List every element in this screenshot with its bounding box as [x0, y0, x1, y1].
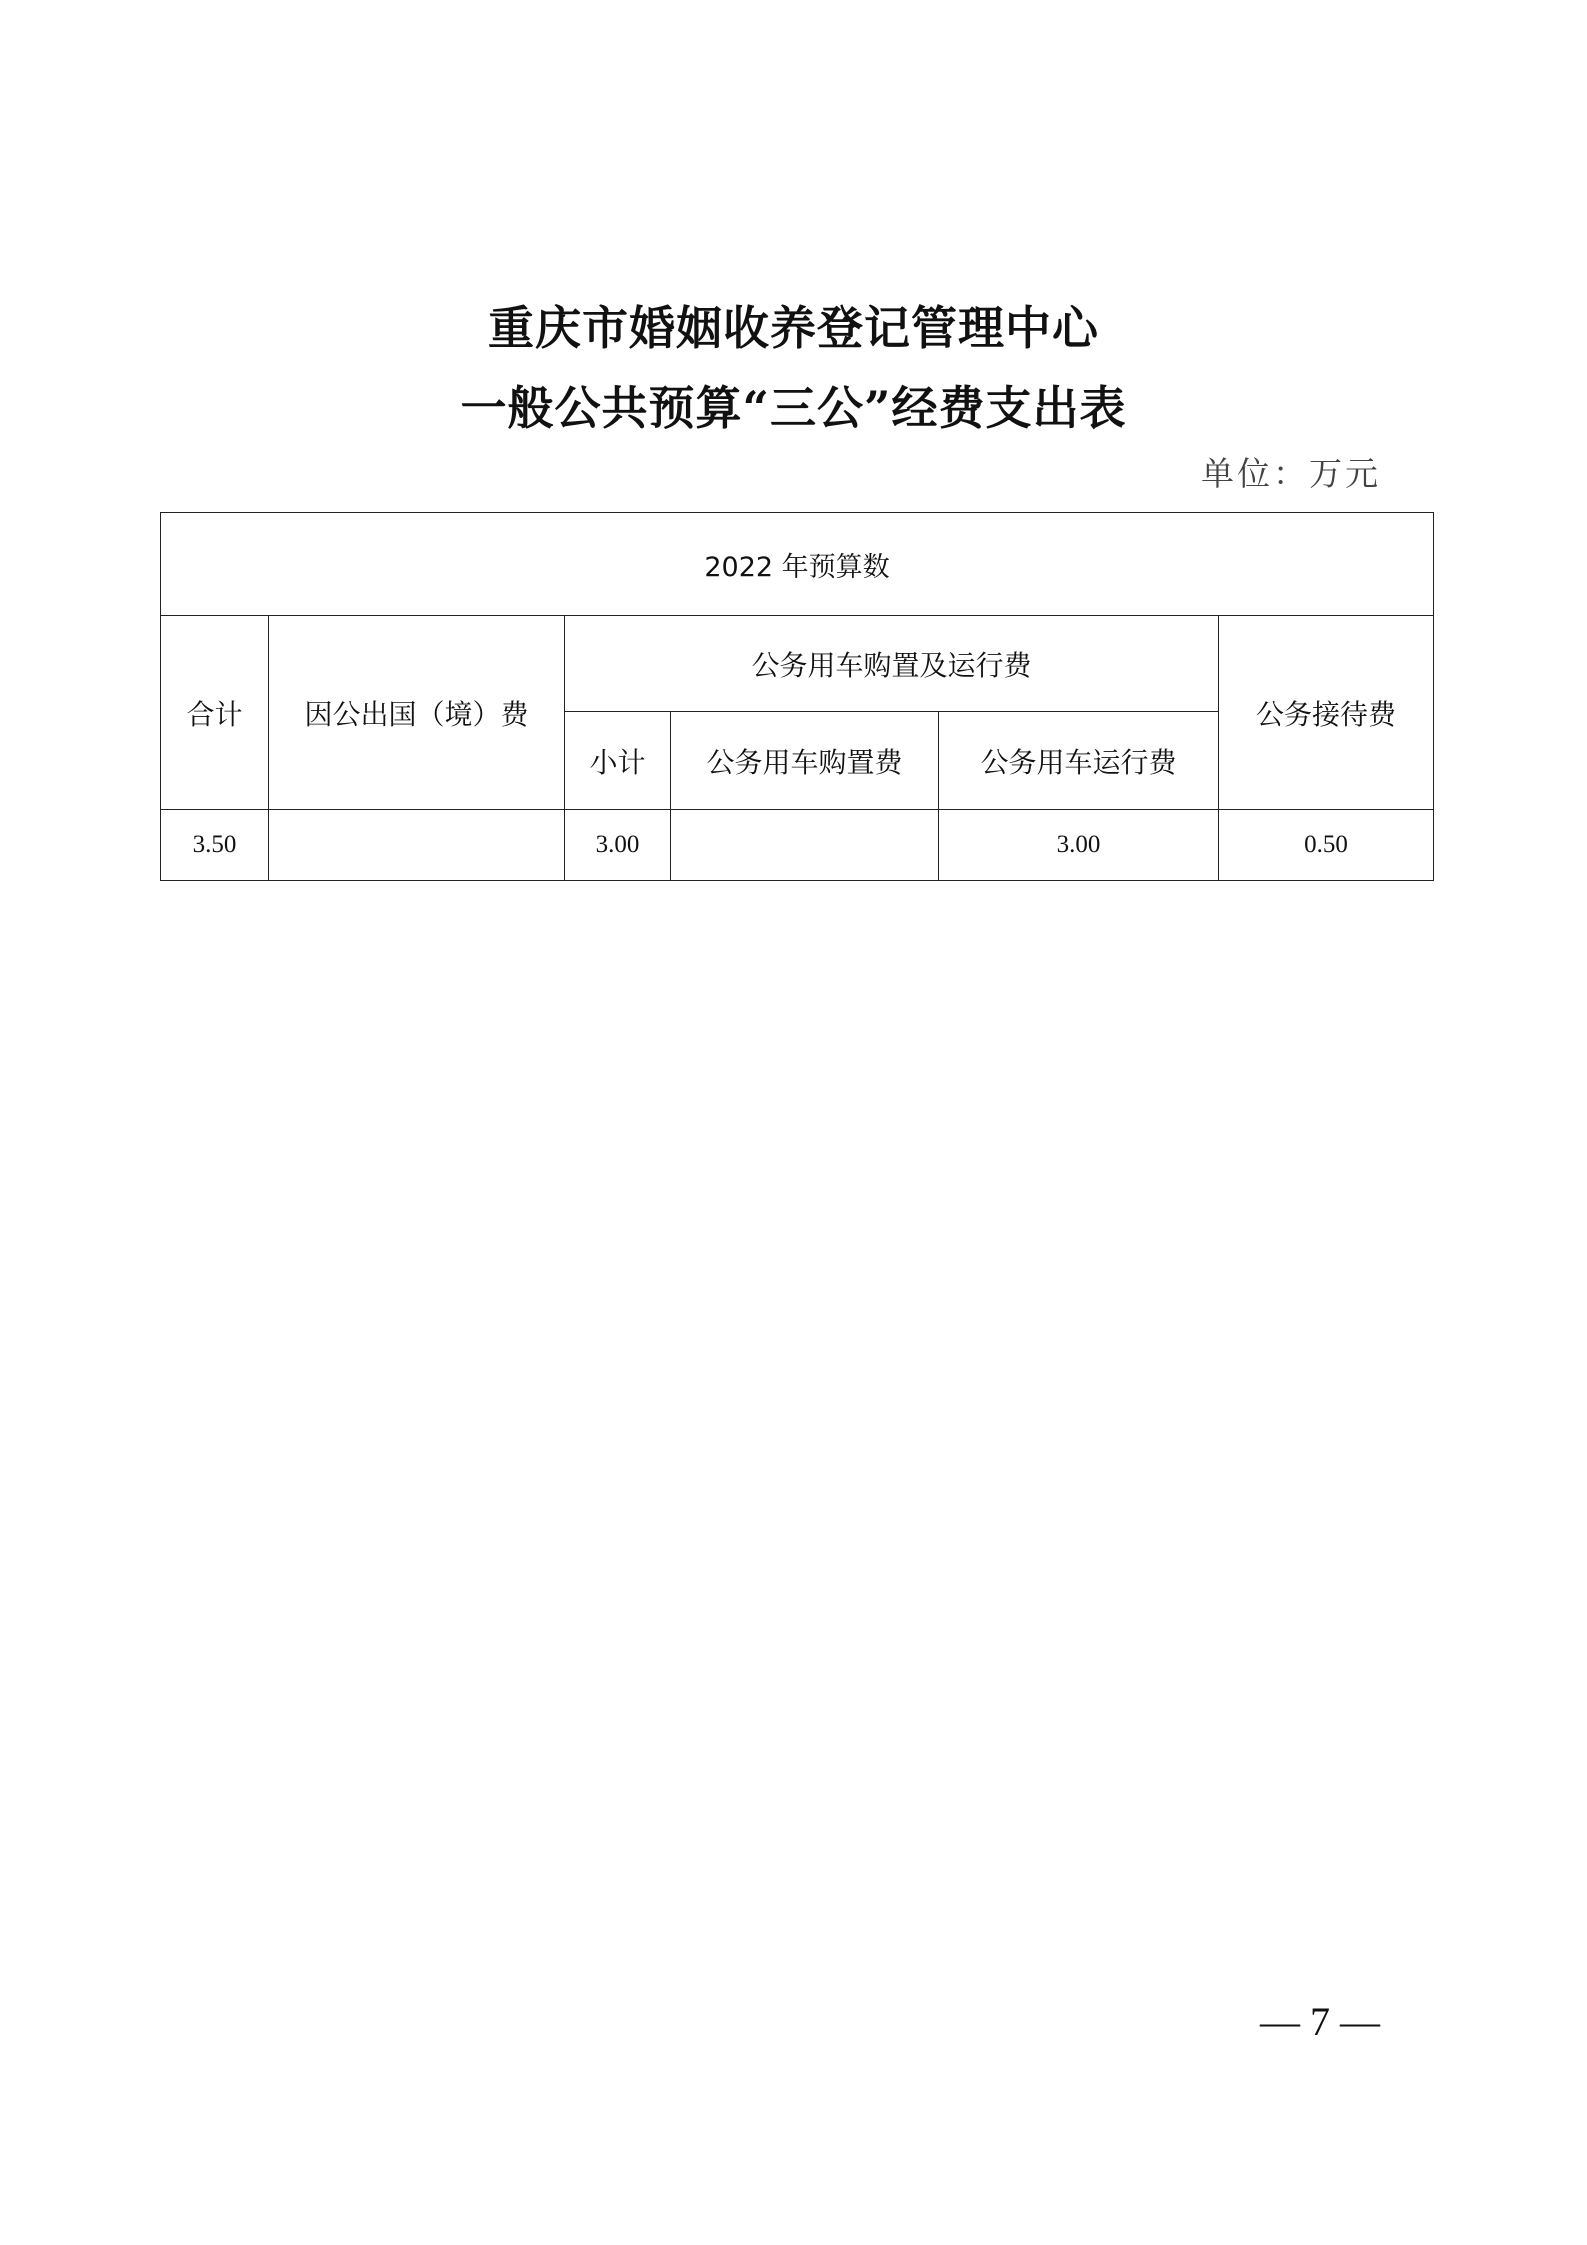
cell-vehicle-purchase [671, 810, 939, 881]
table-row [161, 810, 1434, 881]
cell-vehicle-subtotal: 3.00 [565, 810, 671, 881]
header-vehicle-purchase: 公务用车购置费 [671, 712, 939, 810]
cell-overseas [269, 810, 565, 881]
cell-total: 3.50 [161, 810, 269, 881]
cell-vehicle-operation: 3.00 [939, 810, 1219, 881]
header-vehicle-group: 公务用车购置及运行费 [565, 616, 1219, 712]
header-total: 合计 [161, 616, 269, 810]
header-vehicle-operation: 公务用车运行费 [939, 712, 1219, 810]
page-number: — 7 — [1260, 1999, 1380, 2044]
year-header-cell: 2022 年预算数 [161, 513, 1434, 616]
table-year-row [161, 513, 1434, 616]
header-vehicle-subtotal: 小计 [565, 712, 671, 810]
header-reception: 公务接待费 [1219, 616, 1434, 810]
unit-label: 单位：万元 [1201, 454, 1381, 493]
cell-reception: 0.50 [1219, 810, 1434, 881]
header-overseas: 因公出国（境）费 [269, 616, 565, 810]
budget-table [160, 512, 1434, 881]
document-title-line1: 重庆市婚姻收养登记管理中心 [488, 301, 1099, 355]
document-title-line2: 一般公共预算“三公”经费支出表 [460, 381, 1127, 435]
table-header-row-1 [161, 616, 1434, 712]
